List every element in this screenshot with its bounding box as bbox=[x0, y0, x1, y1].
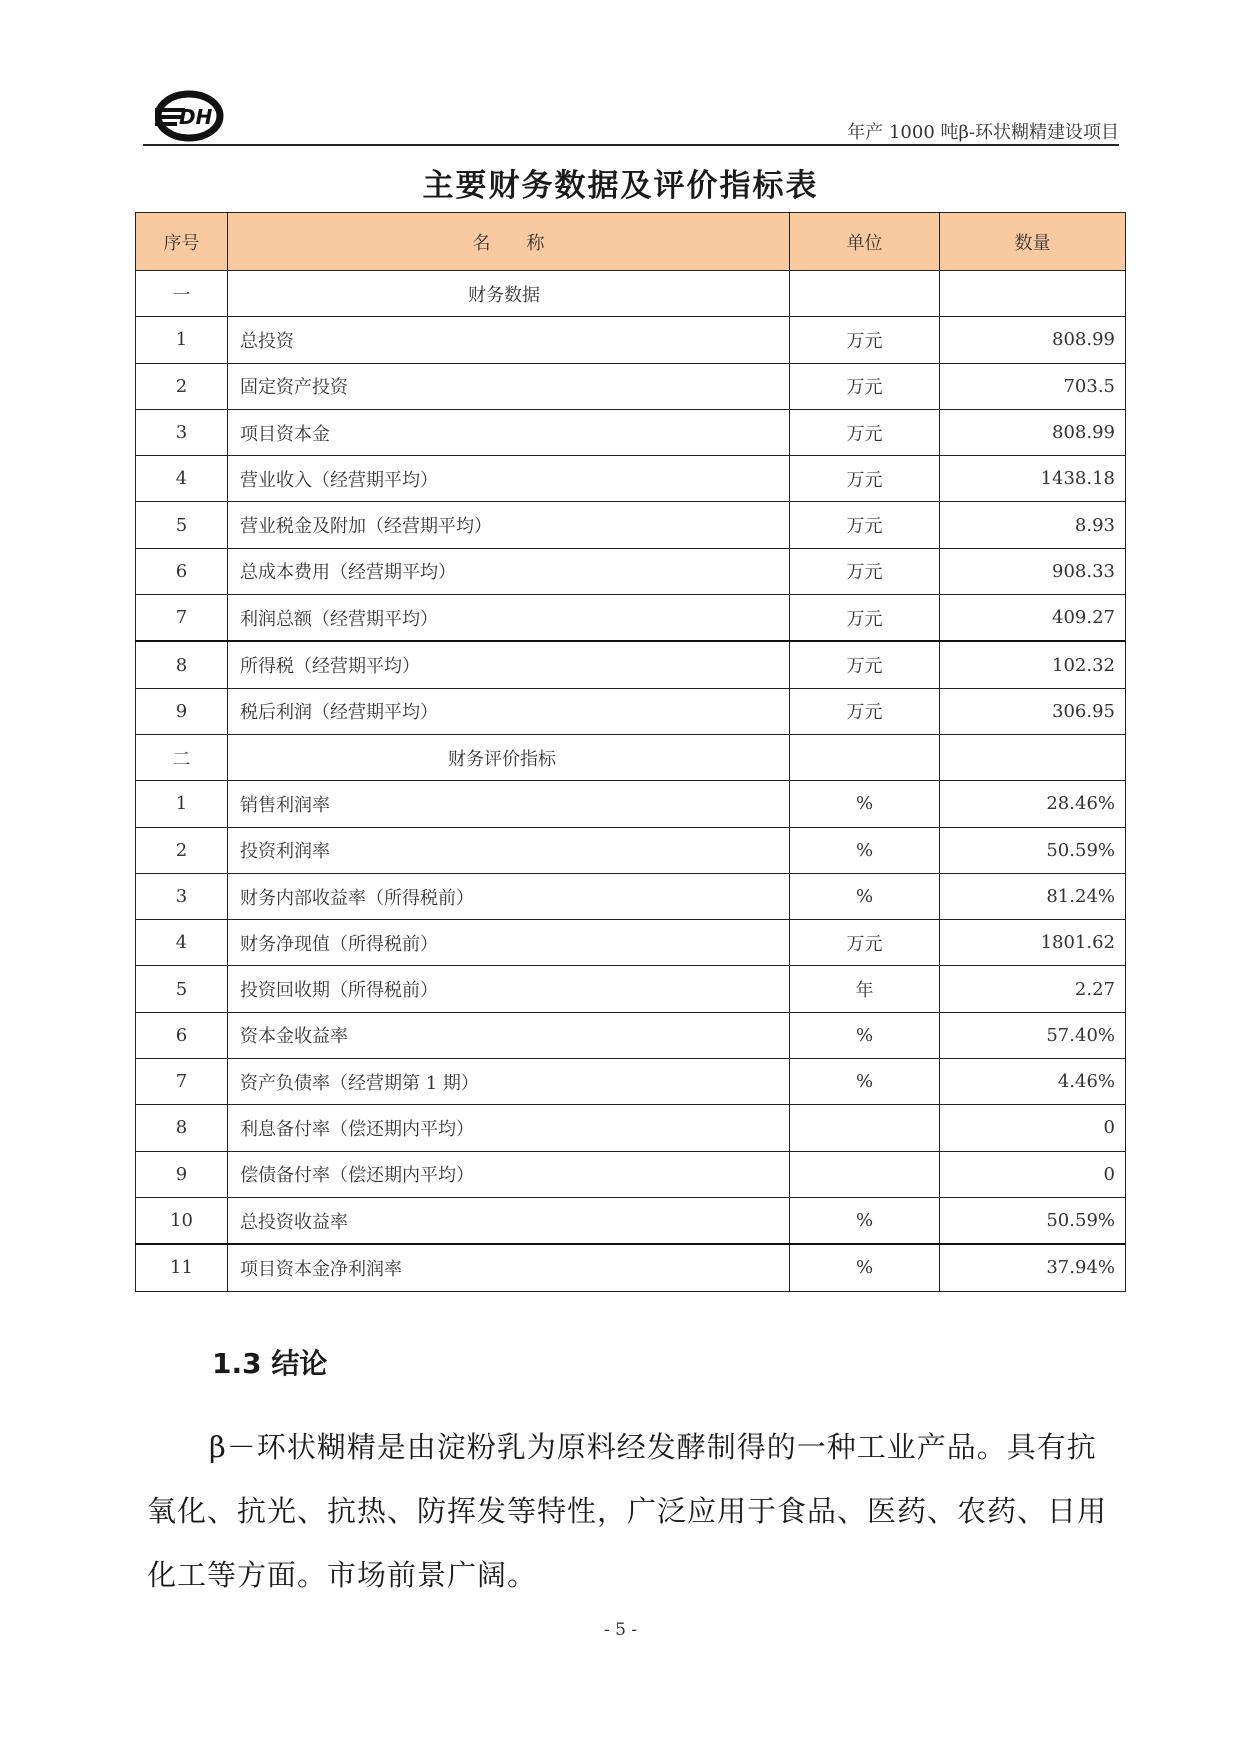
section-no: 一 bbox=[136, 271, 228, 317]
table-row: 6 资本金收益率 % 57.40% bbox=[136, 1012, 1126, 1058]
section-name: 财务数据 bbox=[228, 271, 790, 317]
section-row bbox=[136, 734, 1126, 780]
table-row: 6 总成本费用（经营期平均） 万元 908.33 bbox=[136, 548, 1126, 594]
header-no: 序号 bbox=[136, 213, 228, 271]
company-logo bbox=[155, 90, 227, 142]
table-row: 4 营业收入（经营期平均） 万元 1438.18 bbox=[136, 456, 1126, 502]
table-header-row bbox=[136, 213, 1126, 271]
table-row: 2 固定资产投资 万元 703.5 bbox=[136, 363, 1126, 409]
page-title: 主要财务数据及评价指标表 bbox=[422, 168, 819, 204]
header-rule bbox=[143, 144, 1119, 146]
table-row: 4 财务净现值（所得税前） 万元 1801.62 bbox=[136, 920, 1126, 966]
header-project-title: 年产 1000 吨β-环状糊精建设项目 bbox=[847, 122, 1119, 143]
header-value: 数量 bbox=[940, 213, 1126, 271]
table-row: 9 偿债备付率（偿还期内平均） 0 bbox=[136, 1151, 1126, 1197]
table-row: 8 所得税（经营期平均） 万元 102.32 bbox=[136, 641, 1126, 688]
table-row: 7 资产负债率（经营期第 1 期） % 4.46% bbox=[136, 1059, 1126, 1105]
table-row: 5 投资回收期（所得税前） 年 2.27 bbox=[136, 966, 1126, 1012]
header-unit: 单位 bbox=[790, 213, 940, 271]
table-row: 10 总投资收益率 % 50.59% bbox=[136, 1197, 1126, 1244]
table-row: 3 项目资本金 万元 808.99 bbox=[136, 409, 1126, 455]
page-number: - 5 - bbox=[603, 1620, 638, 1640]
table-row: 2 投资利润率 % 50.59% bbox=[136, 827, 1126, 873]
table-row: 3 财务内部收益率（所得税前） % 81.24% bbox=[136, 873, 1126, 919]
conclusion-paragraph: β－环状糊精是由淀粉乳为原料经发酵制得的一种工业产品。具有抗氧化、抗光、抗热、防挥发等特性，广泛应用于食品、医药、农药、日用化工等方面。市场前景广阔。 bbox=[147, 1430, 1108, 1592]
table-row: 11 项目资本金净利润率 % 37.94% bbox=[136, 1244, 1126, 1291]
section-row bbox=[136, 271, 1126, 317]
conclusion-heading: 1.3 结论 bbox=[212, 1347, 328, 1380]
financial-indicators-table bbox=[135, 212, 1126, 1292]
table-row: 1 总投资 万元 808.99 bbox=[136, 317, 1126, 363]
table-row: 8 利息备付率（偿还期内平均） 0 bbox=[136, 1105, 1126, 1151]
svg-text:DH: DH bbox=[179, 105, 213, 129]
header-name: 名 称 bbox=[228, 213, 790, 271]
table-row: 9 税后利润（经营期平均） 万元 306.95 bbox=[136, 688, 1126, 734]
section-name: 财务评价指标 bbox=[228, 734, 790, 780]
table-row: 1 销售利润率 % 28.46% bbox=[136, 781, 1126, 827]
table-row: 7 利润总额（经营期平均） 万元 409.27 bbox=[136, 595, 1126, 642]
table-row: 5 营业税金及附加（经营期平均） 万元 8.93 bbox=[136, 502, 1126, 548]
section-no: 二 bbox=[136, 734, 228, 780]
